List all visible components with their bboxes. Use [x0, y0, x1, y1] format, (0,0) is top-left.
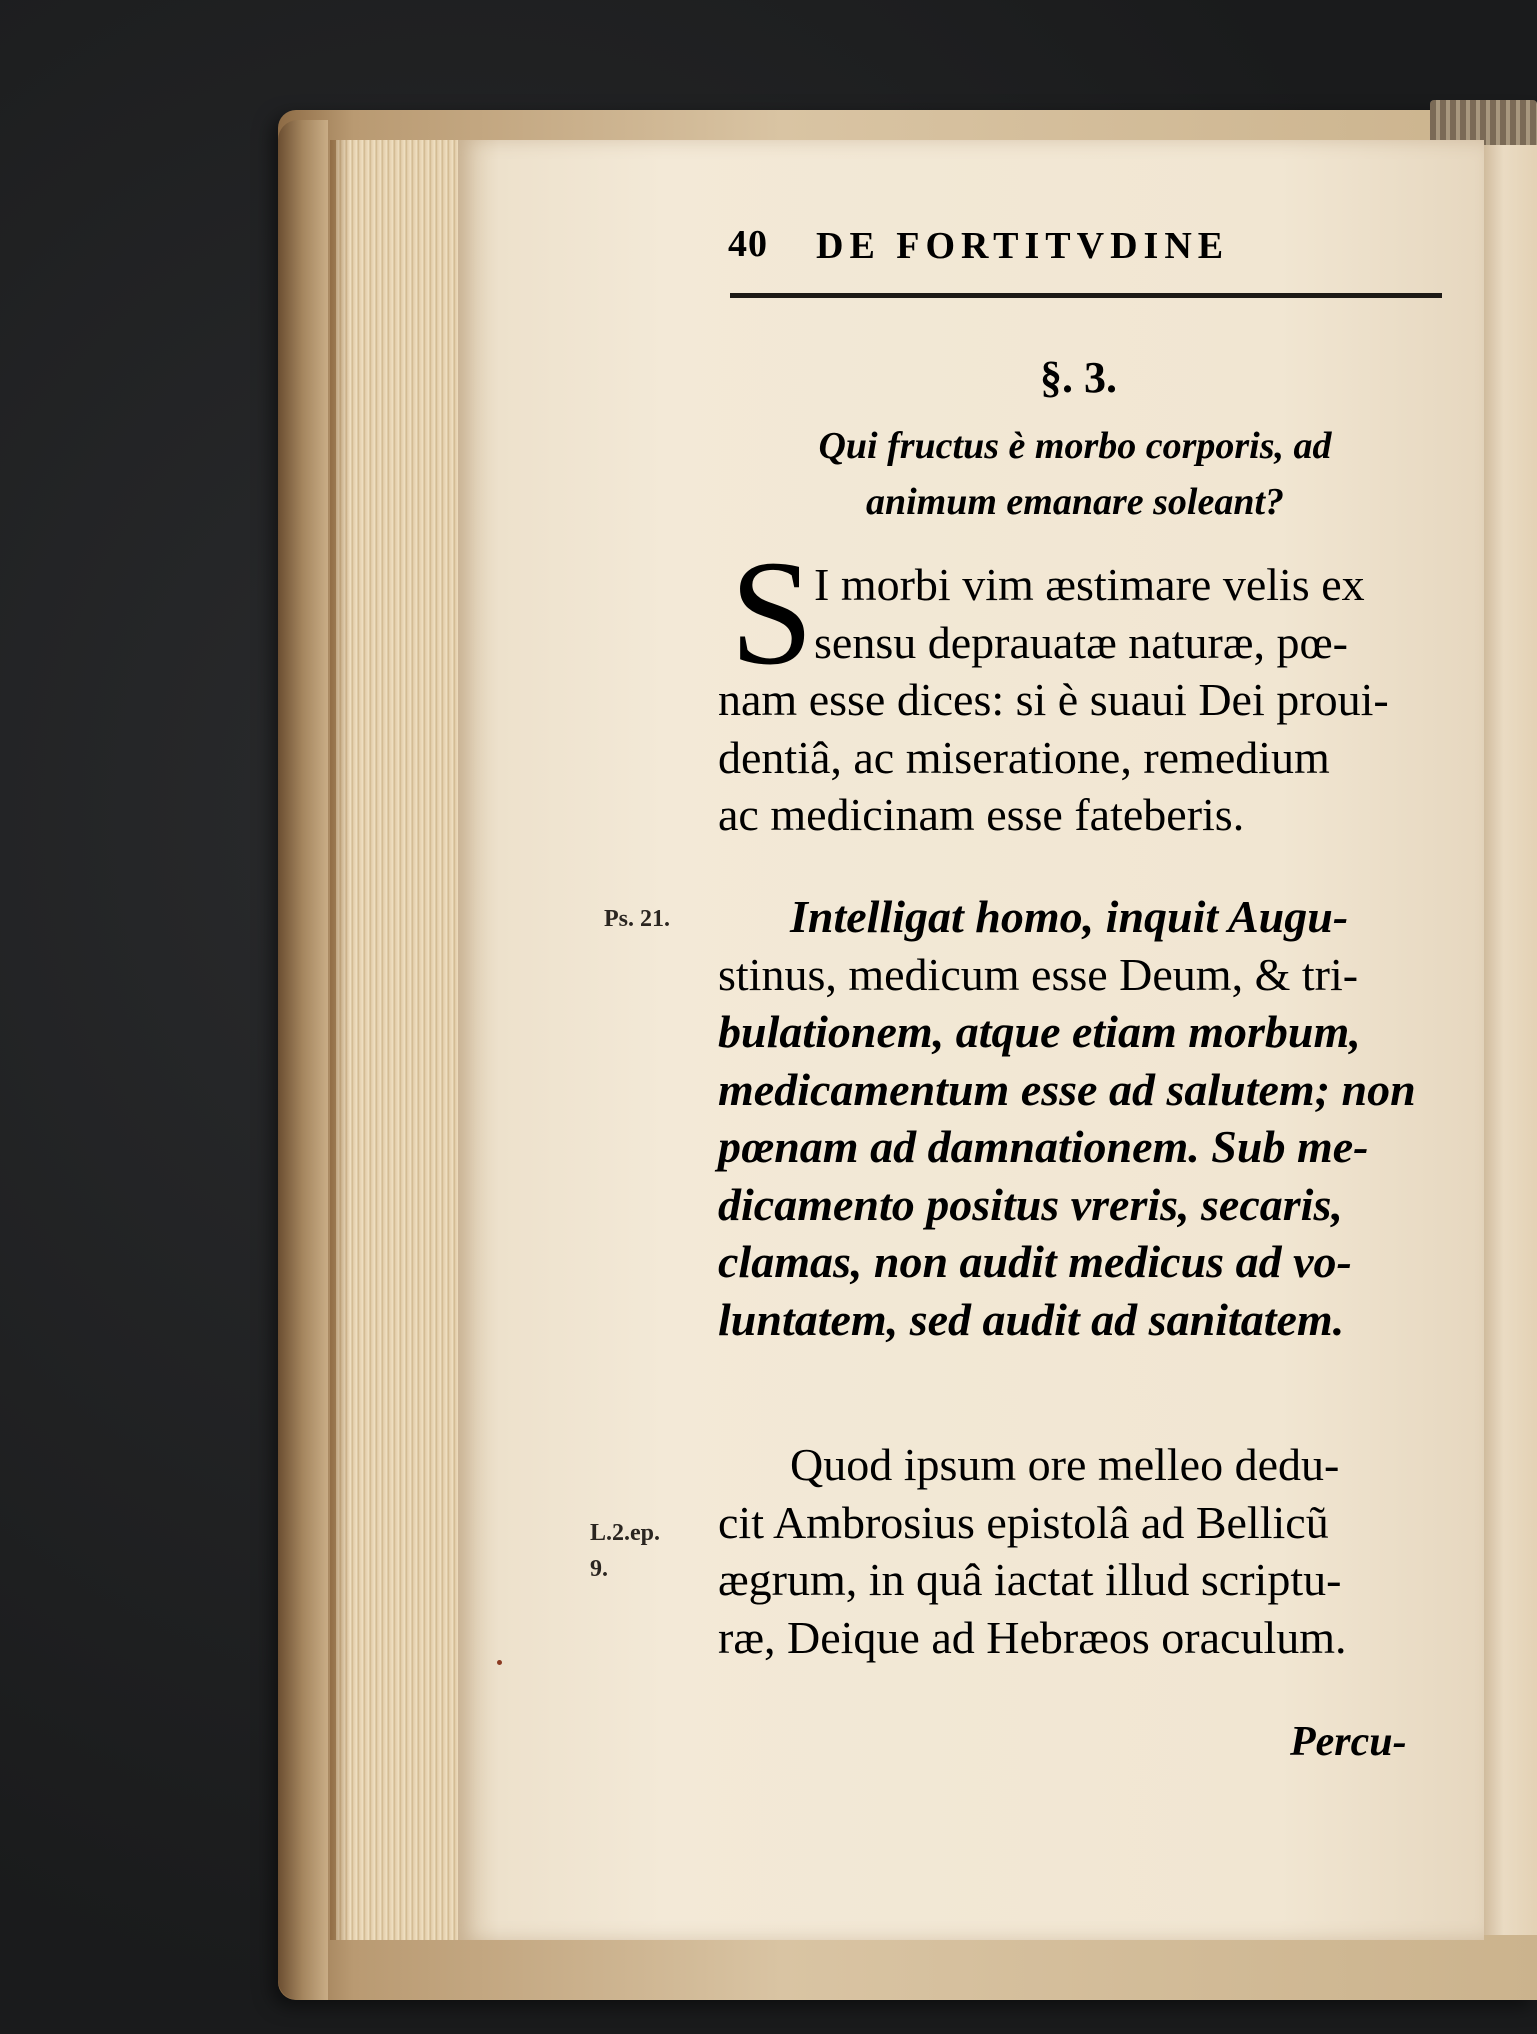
text-line: ac medicinam esse fateberis.: [718, 789, 1245, 840]
margin-note: Ps. 21.: [604, 906, 670, 932]
margin-note: L.2.ep.: [590, 1520, 661, 1546]
text-line: nam esse dices: si è suaui Dei proui-: [718, 674, 1389, 725]
paragraph-3: [718, 1436, 1448, 1666]
text-line: clamas, non audit medicus ad vo-: [718, 1236, 1352, 1287]
section-heading-line: animum emanare soleant?: [865, 481, 1285, 523]
running-head: [728, 222, 1442, 272]
section-heading: [730, 418, 1420, 530]
text-line: luntatem, sed audit ad sanitatem.: [718, 1293, 1345, 1345]
text-line: stinus, medicum esse Deum, & tri-: [718, 948, 1359, 1000]
text-line: sensu deprauatæ naturæ, pœ-: [814, 616, 1348, 668]
text-line: pœnam ad damnationem. Sub me-: [718, 1121, 1369, 1172]
margin-note: 9.: [590, 1556, 608, 1582]
text-line: bulationem, atque etiam morbum,: [718, 1006, 1361, 1057]
facing-page-edge: [1478, 145, 1537, 1935]
text-line: medicamentum esse ad salutem; non: [718, 1063, 1416, 1115]
text-line: I morbi vim æstimare velis ex: [814, 559, 1365, 610]
header-rule: [730, 293, 1442, 298]
running-title: DE FORTITVDINE: [816, 225, 1230, 267]
text-line: Quod ipsum ore melleo dedu-: [790, 1439, 1340, 1490]
text-line: Intelligat homo, inquit Augu-: [790, 891, 1349, 942]
page-edge-shadow: [330, 140, 350, 1940]
foxing-spot: [497, 1660, 502, 1665]
paragraph-1: [718, 556, 1448, 844]
text-line: ræ, Deique ad Hebræos oraculum.: [718, 1611, 1347, 1663]
page-edges-stack: [336, 140, 462, 1940]
section-heading-line: Qui fructus è morbo corporis, ad: [818, 425, 1332, 467]
text-line: dentiâ, ac miseratione, remedium: [718, 731, 1330, 783]
text-line: ægrum, in quâ iactat illud scriptu-: [718, 1554, 1342, 1605]
drop-cap: S: [730, 530, 814, 696]
text-line: dicamento positus vreris, secaris,: [718, 1178, 1343, 1230]
text-line: cit Ambrosius epistolâ ad Bellicũ: [718, 1496, 1329, 1548]
catchword: Percu-: [1290, 1719, 1407, 1765]
book-spine: [278, 120, 328, 2000]
section-mark: §. 3.: [1040, 353, 1117, 402]
paragraph-2: [718, 888, 1448, 1348]
page-number: 40: [728, 223, 768, 265]
